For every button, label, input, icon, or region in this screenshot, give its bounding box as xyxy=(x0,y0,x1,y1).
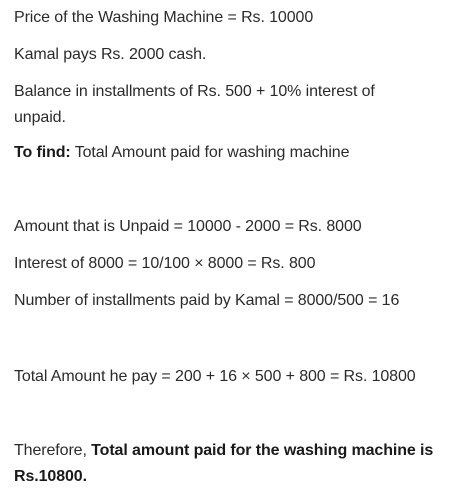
therefore-prefix: Therefore, xyxy=(14,442,92,459)
unpaid-line: Amount that is Unpaid = 10000 - 2000 = Rs. 8000 xyxy=(14,218,362,235)
therefore-line xyxy=(14,441,433,461)
therefore-bold-2: Rs.10800. xyxy=(14,468,87,485)
price-line: Price of the Washing Machine = Rs. 10000 xyxy=(14,9,314,26)
balance-line-1: Balance in installments of Rs. 500 + 10% interest of xyxy=(14,83,375,100)
balance-line-2: unpaid. xyxy=(14,109,66,126)
cash-line: Kamal pays Rs. 2000 cash. xyxy=(14,46,207,63)
to-find-label: To find: xyxy=(14,144,71,161)
interest-line: Interest of 8000 = 10/100 × 8000 = Rs. 800 xyxy=(14,255,316,272)
to-find-line xyxy=(14,143,349,163)
total-line: Total Amount he pay = 200 + 16 × 500 + 800 = Rs. 10800 xyxy=(14,368,416,385)
therefore-bold-1: Total amount paid for the washing machine is xyxy=(91,442,434,459)
to-find-text: Total Amount paid for washing machine xyxy=(70,144,350,161)
installments-line: Number of installments paid by Kamal = 8000/500 = 16 xyxy=(14,292,400,309)
